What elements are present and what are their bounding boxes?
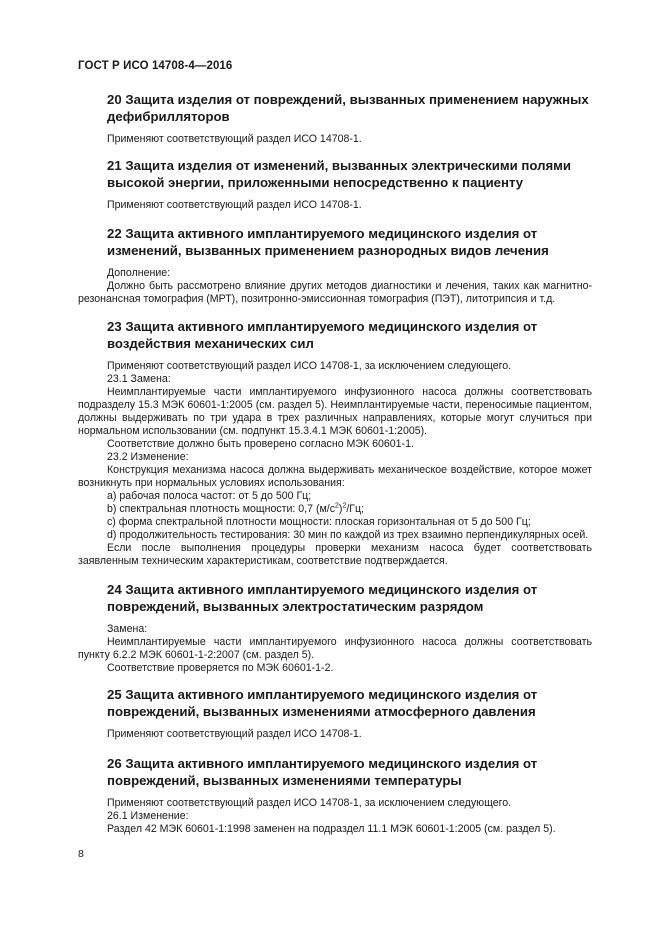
paragraph: Применяют соответствующий раздел ИСО 14708-1.	[107, 728, 362, 740]
paragraph: Применяют соответствующий раздел ИСО 14708-1.	[107, 133, 362, 145]
section-23	[78, 318, 592, 568]
clause-heading: 23.1 Замена:	[107, 373, 171, 385]
paragraph: Если после выполнения процедуры проверки механизм насоса будет соответствовать заявленным техническим характеристикам, соответствие подтверждается.	[78, 542, 592, 567]
paragraph: Дополнение:	[107, 267, 171, 279]
section-body	[78, 728, 592, 741]
paragraph: Неимплантируемые части имплантируемого инфузионного насоса должны соответствовать подразделу 15.3 МЭК 60601-1:2005 (см. раздел 5). Неимплантируемые части, переносимые пациентом, должны выдерживать по три удара в трех различных направлениях, которые могут случиться при нормальном использовании (см. подпункт 15.3.4.1 МЭК 60601-1:2005).	[78, 386, 592, 437]
section-body	[78, 360, 592, 568]
superscript: 2	[335, 502, 339, 510]
section-title: 23 Защита активного имплантируемого медицинского изделия от воздействия механических сил	[107, 319, 538, 351]
section-26	[78, 755, 592, 836]
section-title: 26 Защита активного имплантируемого медицинского изделия от повреждений, вызванных изменениями температуры	[107, 756, 538, 788]
paragraph: Соответствие проверяется по МЭК 60601-1-2.	[107, 662, 334, 674]
paragraph: Конструкция механизма насоса должна выдерживать механическое воздействие, которое может возникнуть при нормальных условиях использования:	[78, 464, 592, 489]
list-item: c) форма спектральной плотности мощности: плоская горизонтальная от 5 до 500 Гц;	[107, 516, 531, 528]
section-20	[78, 91, 592, 146]
list-item: d) продолжительность тестирования: 30 мин по каждой из трех взаимно перпендикулярных осей.	[107, 529, 589, 541]
section-body	[78, 267, 592, 306]
paragraph: Замена:	[107, 623, 148, 635]
paragraph: Применяют соответствующий раздел ИСО 14708-1.	[107, 199, 362, 211]
section-title: 21 Защита изделия от изменений, вызванных электрическими полями высокой энергии, приложенными непосредственно к пациенту	[107, 158, 572, 190]
section-22	[78, 225, 592, 306]
document-header: ГОСТ Р ИСО 14708-4—2016	[78, 60, 233, 72]
paragraph: Применяют соответствующий раздел ИСО 14708-1, за исключением следующего.	[107, 797, 512, 809]
paragraph: Применяют соответствующий раздел ИСО 14708-1, за исключением следующего.	[107, 360, 512, 372]
section-title: 25 Защита активного имплантируемого медицинского изделия от повреждений, вызванных изменениями атмосферного давления	[107, 687, 538, 719]
section-body	[78, 797, 592, 836]
paragraph: Должно быть рассмотрено влияние других методов диагностики и лечения, таких как магнитно-резонансная томография (МРТ), позитронно-эмиссионная томография (ПЭТ), литотрипсия и т.д.	[78, 280, 592, 305]
list-item-text: b) спектральная плотность мощности: 0,7 (м/с	[107, 503, 336, 515]
section-title: 24 Защита активного имплантируемого медицинского изделия от повреждений, вызванных электростатическим разрядом	[107, 582, 538, 614]
section-title: 22 Защита активного имплантируемого медицинского изделия от изменений, вызванных применением разнородных видов лечения	[107, 226, 549, 258]
superscript: 2	[342, 502, 347, 510]
section-body	[78, 199, 592, 212]
section-21	[78, 157, 592, 212]
page-number: 8	[78, 848, 84, 860]
paragraph: Неимплантируемые части имплантируемого инфузионного насоса должны соответствовать пункту 6.2.2 МЭК 60601-1-2:2007 (см. раздел 5).	[78, 636, 592, 661]
list-item	[78, 503, 592, 516]
section-title: 20 Защита изделия от повреждений, вызванных применением наружных дефибрилляторов	[107, 92, 589, 124]
list-item: a) рабочая полоса частот: от 5 до 500 Гц;	[107, 490, 312, 502]
section-25	[78, 686, 592, 741]
clause-heading: 26.1 Изменение:	[107, 810, 189, 822]
section-body	[78, 623, 592, 675]
paragraph: Раздел 42 МЭК 60601-1:1998 заменен на подраздел 11.1 МЭК 60601-1:2005 (см. раздел 5).	[107, 823, 556, 835]
section-24	[78, 581, 592, 675]
clause-heading: 23.2 Изменение:	[107, 451, 189, 463]
section-body	[78, 133, 592, 146]
list-item-text: )	[338, 503, 343, 515]
list-item-text: /Гц;	[346, 503, 365, 515]
paragraph: Соответствие должно быть проверено согласно МЭК 60601-1.	[107, 438, 414, 450]
